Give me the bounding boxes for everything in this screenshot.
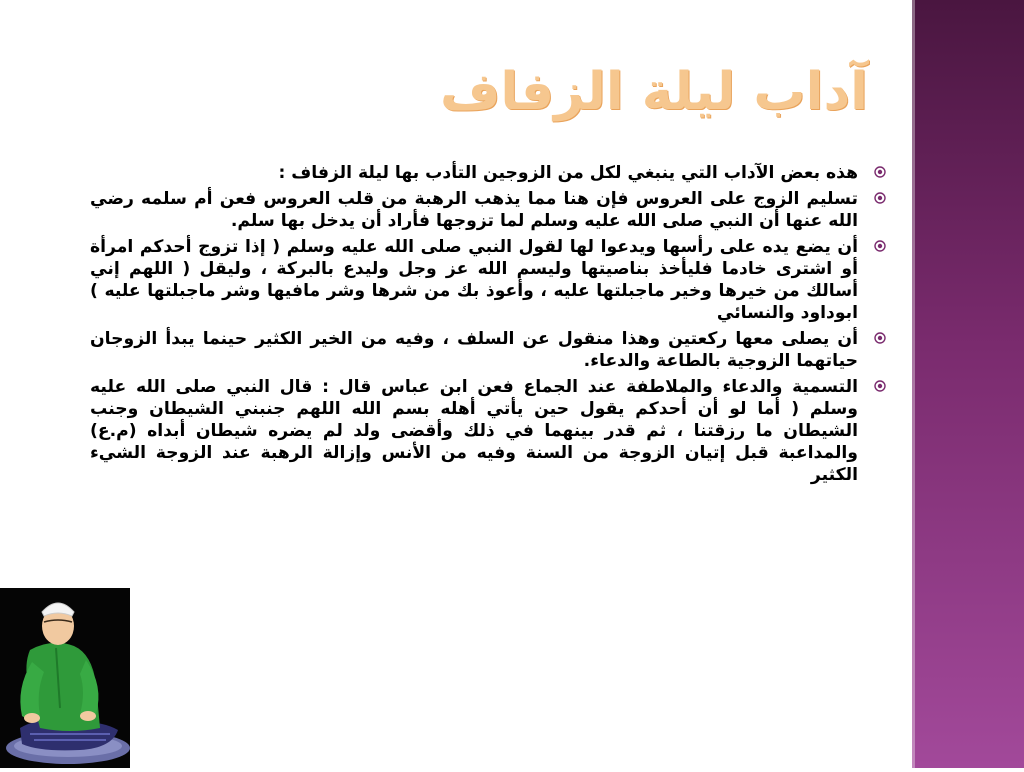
bullet-item: [90, 236, 886, 324]
bullet-text: التسمية والدعاء والملاطفة عند الجماع فعن ابن عباس قال : قال النبي صلى الله عليه وسلم ( أما لو أن أحدكم يقول حين يأتي أهله بسم الله اللهم جنبني الشيطان وجنب الشيطان ما رزقتنا ، ثم قدر بينهما في ذلك وأقضى ولد لم يضره شيطان أبداه (م.ع) والمداعبة قبل إتيان الزوجة من السنة وفيه من الأنس وإزالة الرهبة عند الزوجة الشيء الكثير: [90, 377, 858, 485]
circle-bullet-icon: [874, 192, 886, 204]
praying-man-icon: [0, 588, 130, 768]
bullet-item: [90, 328, 886, 372]
circle-bullet-icon: [874, 332, 886, 344]
sidebar-edge: [912, 0, 915, 768]
circle-bullet-icon: [874, 240, 886, 252]
circle-bullet-icon: [874, 166, 886, 178]
slide-title: آداب ليلة الزفاف: [440, 62, 868, 122]
bullet-item: [90, 162, 886, 184]
bullet-item: [90, 188, 886, 232]
bullet-item: [90, 376, 886, 486]
bullet-text: تسليم الزوج على العروس فإن هنا مما يذهب الرهبة من قلب العروس فعن أم سلمه رضي الله عنها أن النبي صلى الله عليه وسلم لما تزوجها فأراد أن يدخل بها سلم.: [90, 189, 858, 231]
circle-bullet-icon: [874, 380, 886, 392]
bullet-text: أن يضع يده على رأسها ويدعوا لها لقول النبي صلى الله عليه وسلم ( إذا تزوج أحدكم امرأة أو اشترى خادما فليأخذ بناصيتها وليسم الله عز وجل وليدع بالبركة ، وليقل ( اللهم إني أسالك من خيرها وخير ماجبلتها عليه ، وأعوذ بك من شرها وشر مافيها وشر ماجبلتها عليه ) ابوداود والنسائي: [90, 237, 858, 323]
bullet-text: هذه بعض الآداب التي ينبغي لكل من الزوجين التأدب بها ليلة الزفاف :: [278, 163, 858, 183]
praying-man-illustration: [0, 588, 130, 768]
bullet-list: [90, 162, 886, 490]
decorative-sidebar: [912, 0, 1024, 768]
bullet-text: أن يصلى معها ركعتين وهذا منقول عن السلف ، وفيه من الخير الكثير حينما يبدأ الزوجان حياتهما الزوجية بالطاعة والدعاء.: [90, 329, 858, 371]
